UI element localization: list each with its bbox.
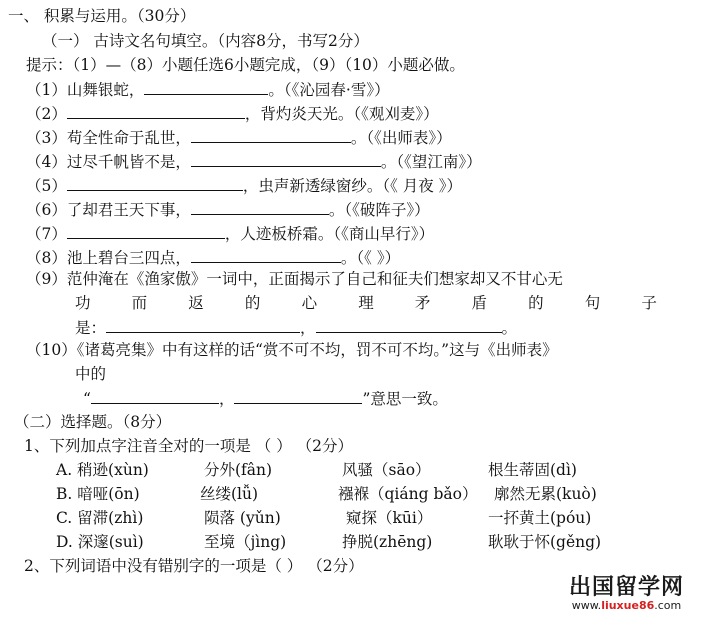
section-title: 一、 积累与运用。（30分） xyxy=(8,7,196,25)
answer-blank[interactable] xyxy=(91,388,219,404)
question-5 xyxy=(26,175,462,196)
question-source: 。（《 》） xyxy=(340,249,401,267)
separator: ， xyxy=(300,319,316,337)
option-item: D. 深邃(suì) xyxy=(56,533,144,551)
spread-char: 盾 xyxy=(471,294,487,312)
spread-char: 矛 xyxy=(414,294,431,312)
option-item: B. 喑哑(ōn) xyxy=(56,485,140,503)
answer-blank[interactable] xyxy=(67,175,243,191)
option-item: 根生蒂固(dì) xyxy=(488,461,577,479)
question-text: 苟全性命于乱世， xyxy=(66,129,191,147)
answer-blank[interactable] xyxy=(191,199,329,215)
option-item: 分外(fân) xyxy=(204,461,273,479)
question-source: 。（《破阵子》） xyxy=(328,201,430,219)
hint-text: 提示：（1）—（8）小题任选6小题完成，（9）（10）小题必做。 xyxy=(26,56,465,74)
close-quote: ”意思一致。 xyxy=(362,390,448,408)
part1-title: （一） 古诗文名句填空。（内容8分，书写2分） xyxy=(42,32,369,50)
question-text: 《诸葛亮集》中有这样的话“赏不可不均，罚不可不均。”这与《出师表》 xyxy=(76,341,558,359)
question-number: （8） xyxy=(26,249,67,267)
spread-char: 的 xyxy=(528,294,544,312)
question-8 xyxy=(26,247,400,268)
watermark-url: www.liuxue86.com xyxy=(571,599,682,612)
question-1 xyxy=(26,79,390,100)
option-item: 一抔黄土(póu) xyxy=(488,509,592,527)
question-text: 范仲淹在《渔家傲》一词中，正面揭示了自己和征夫们想家却又不甘心无 xyxy=(66,270,563,288)
part2-title: （二）选择题。（8分） xyxy=(14,413,172,431)
question-number: （10） xyxy=(26,341,77,359)
question-number: （5） xyxy=(26,177,67,195)
question-text: 过尽千帆皆不是， xyxy=(66,153,191,171)
question-text: 山舞银蛇， xyxy=(66,81,145,99)
open-quote: “ xyxy=(83,390,91,408)
question-number: （7） xyxy=(26,225,67,243)
option-item: C. 留滞(zhì) xyxy=(56,509,144,527)
question-text: 池上碧台三四点， xyxy=(66,249,191,267)
spread-char: 心 xyxy=(301,294,318,312)
spread-char: 功 xyxy=(75,294,91,312)
question-source: 。（《出师表》） xyxy=(350,129,452,147)
option-item: 丝缕(lǚ) xyxy=(200,485,259,503)
answer-blank[interactable] xyxy=(67,103,245,119)
spread-char: 句 xyxy=(584,294,601,312)
question-number: （6） xyxy=(26,201,67,219)
question-number: （2） xyxy=(26,105,67,123)
question-number: （1） xyxy=(26,81,67,99)
spread-char: 返 xyxy=(188,294,204,312)
spread-char: 子 xyxy=(641,294,657,312)
spread-char: 而 xyxy=(131,294,148,312)
question-source: 。（《沁园春·雪》） xyxy=(268,81,390,99)
site-watermark xyxy=(569,570,684,612)
option-item: 陨落 (yǔn) xyxy=(204,509,281,527)
spread-char: 理 xyxy=(358,294,374,312)
question-source: 。（《望江南》） xyxy=(380,153,482,171)
answer-blank[interactable] xyxy=(106,317,300,333)
option-item: 至境（jìng) xyxy=(204,533,287,551)
watermark-name: 出国留学网 xyxy=(568,575,684,600)
answer-blank[interactable] xyxy=(191,247,341,263)
answer-blank[interactable] xyxy=(234,388,362,404)
option-item: A. 稍逊(xùn) xyxy=(56,461,149,479)
answer-blank[interactable] xyxy=(144,79,268,95)
question-source: ，虫声新透绿窗纱。（《 月夜 》） xyxy=(242,177,462,195)
question-text: 是： xyxy=(75,319,107,337)
answer-blank[interactable] xyxy=(191,127,351,143)
option-item: 风骚（sāo） xyxy=(342,461,431,479)
question-10-line-3 xyxy=(83,388,448,409)
question-number: （9） xyxy=(26,270,67,288)
question-10 xyxy=(26,340,558,360)
spread-char: 的 xyxy=(244,294,261,312)
question-10-line-2: 中的 xyxy=(75,365,107,383)
mc2-stem: 2、下列词语中没有错别字的一项是（ ） （2分） xyxy=(24,557,364,575)
question-4 xyxy=(26,151,482,172)
question-7 xyxy=(26,223,434,244)
question-source: ，人迹板桥霜。（《商山早行》） xyxy=(224,225,435,243)
answer-blank[interactable] xyxy=(316,317,502,333)
option-item: 耿耿于怀(gěng) xyxy=(488,533,602,551)
question-9-line-3 xyxy=(75,317,517,338)
period: 。 xyxy=(501,319,518,337)
question-number: （3） xyxy=(26,129,67,147)
question-9-line-2 xyxy=(75,293,657,313)
question-source: ，背灼炎天光。（《观刈麦》） xyxy=(244,105,439,123)
option-item: 窥探（kūi） xyxy=(346,509,433,527)
option-item: 挣脱(zhēng) xyxy=(342,533,433,551)
option-item: 廓然无累(kuò) xyxy=(494,485,597,503)
separator: ， xyxy=(218,390,235,408)
option-item: 襁褓（qiáng bǎo） xyxy=(338,485,478,503)
question-9 xyxy=(26,269,563,289)
mc1-stem: 1、下列加点字注音全对的一项是 （ ） （2分） xyxy=(24,437,354,455)
answer-blank[interactable] xyxy=(67,223,225,239)
answer-blank[interactable] xyxy=(191,151,381,167)
question-2 xyxy=(26,103,439,124)
question-3 xyxy=(26,127,452,148)
question-6 xyxy=(26,199,430,220)
question-text: 了却君王天下事， xyxy=(66,201,191,219)
question-number: （4） xyxy=(26,153,67,171)
